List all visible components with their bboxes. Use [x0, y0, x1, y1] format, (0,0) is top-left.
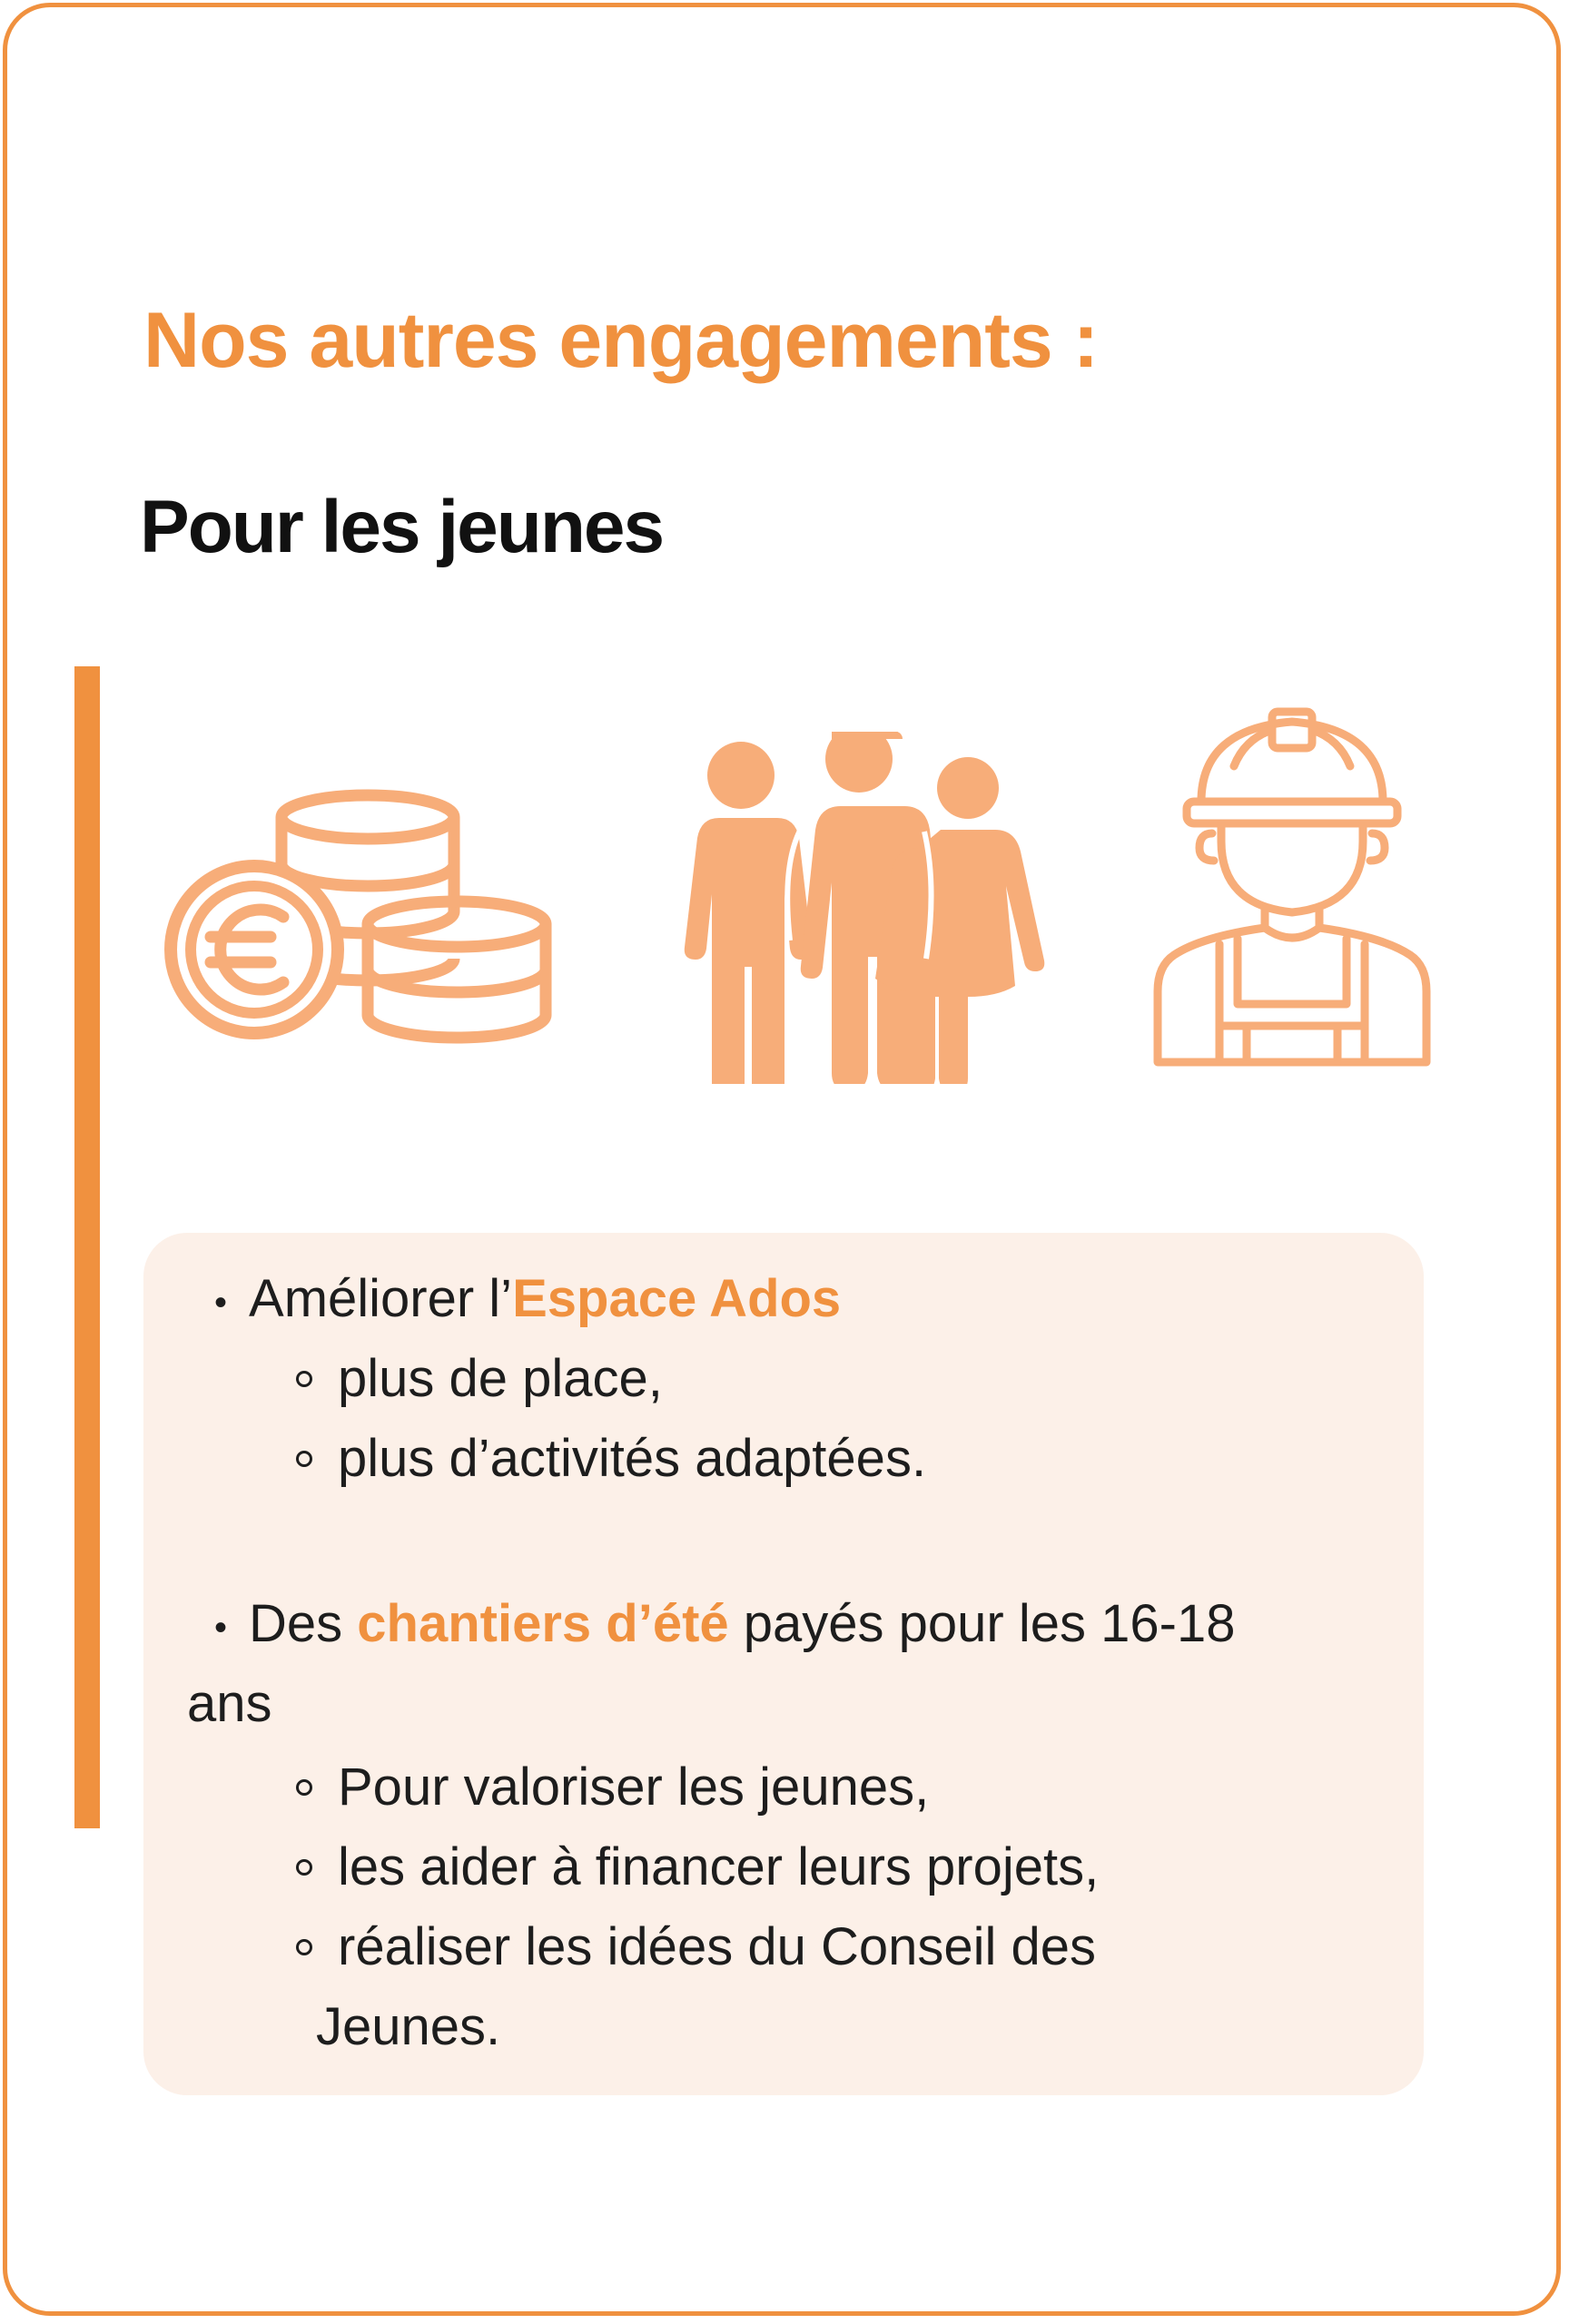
list-item-chantiers	[214, 1592, 1235, 1659]
list-item-text: Des	[249, 1594, 358, 1653]
bullet: •	[214, 1282, 228, 1323]
highlight-chantiers: chantiers d’été	[357, 1594, 729, 1653]
list-item-text-suffix: payés pour les 16-18	[728, 1594, 1236, 1653]
commitments-box	[143, 1233, 1424, 2095]
sub-item-text: réaliser les idées du Conseil des	[338, 1917, 1096, 1976]
list-item-text: Améliorer l’	[249, 1269, 513, 1328]
sub-item	[296, 1915, 1096, 1979]
card-frame	[3, 3, 1561, 2316]
sub-item-continuation: Jeunes.	[316, 1997, 501, 2056]
list-item-continuation: ans	[187, 1674, 272, 1733]
sub-item-text: les aider à financer leurs projets,	[338, 1837, 1100, 1896]
sub-item	[296, 1836, 1099, 1899]
list-item-espace-ados	[214, 1267, 841, 1334]
construction-worker-icon	[1147, 706, 1437, 1069]
euro-coins-icon	[163, 788, 554, 1078]
accent-bar	[74, 666, 100, 1828]
sub-bullet	[296, 1451, 312, 1467]
sub-item-text: Pour valoriser les jeunes,	[338, 1758, 930, 1817]
family-group-icon	[668, 732, 1059, 1084]
bullet: •	[214, 1607, 228, 1648]
sub-bullet	[296, 1859, 312, 1876]
sub-item-text: plus de place,	[338, 1349, 663, 1408]
section-title: Pour les jeunes	[140, 486, 664, 568]
sub-item	[296, 1347, 663, 1411]
page-title: Nos autres engagements :	[143, 297, 1099, 384]
sub-bullet	[296, 1939, 312, 1955]
sub-bullet	[296, 1371, 312, 1387]
highlight-espace-ados: Espace Ados	[512, 1269, 842, 1328]
sub-item	[296, 1756, 929, 1819]
sub-bullet	[296, 1779, 312, 1796]
sub-item	[296, 1427, 926, 1491]
sub-item-text: plus d’activités adaptées.	[338, 1429, 927, 1488]
